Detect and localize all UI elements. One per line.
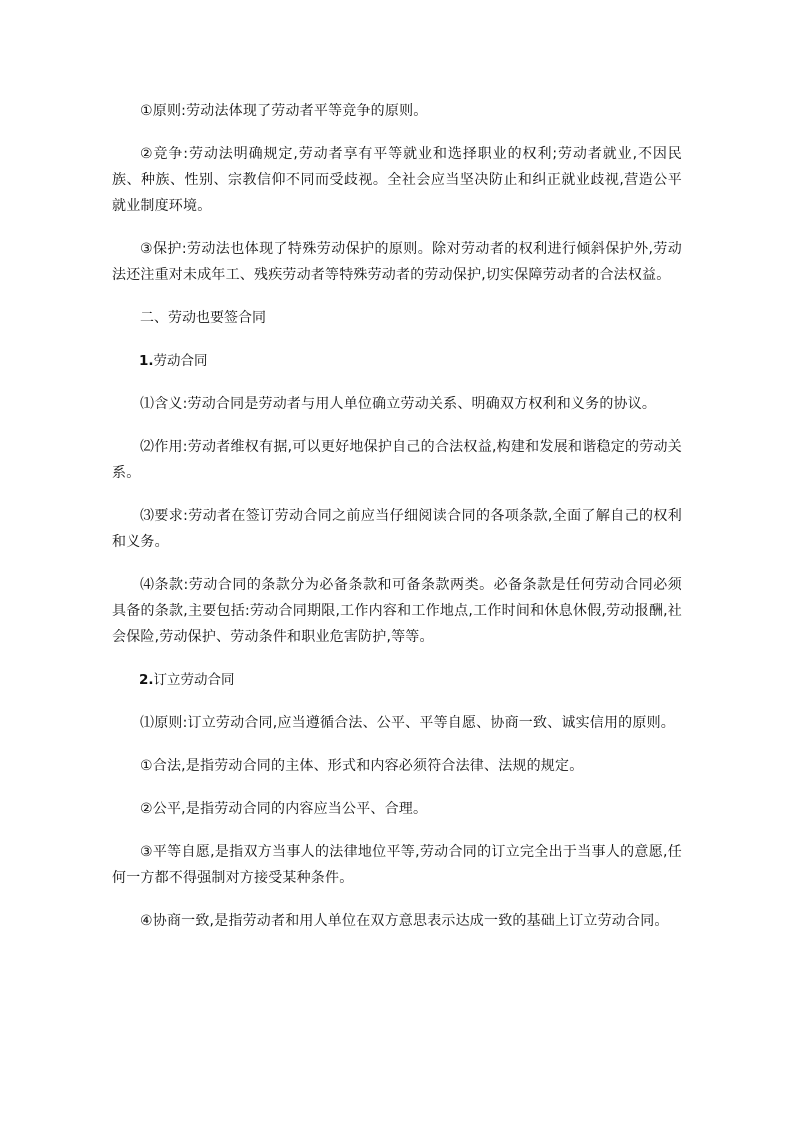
sub-heading-sign-contract bbox=[112, 667, 682, 693]
section-heading-contract: 二、劳动也要签合同 bbox=[140, 310, 266, 326]
paragraph-requirement: ⑶要求:劳动者在签订劳动合同之前应当仔细阅读合同的各项条款,全面了解自己的权利和义务。 bbox=[112, 508, 682, 550]
document-page bbox=[112, 98, 682, 951]
paragraph-function: ⑵作用:劳动者维权有据,可以更好地保护自己的合法权益,构建和发展和谐稳定的劳动关系。 bbox=[112, 439, 682, 481]
sub-heading-text: 订立劳动合同 bbox=[153, 672, 235, 688]
sub-heading-number: 2. bbox=[139, 672, 154, 688]
paragraph-competition: ②竞争:劳动法明确规定,劳动者享有平等就业和选择职业的权利;劳动者就业,不因民族、种族、性别、宗教信仰不同而受歧视。全社会应当坚决防止和纠正就业歧视,营造公平就业制度环境。 bbox=[112, 146, 682, 214]
paragraph-protection: ③保护:劳动法也体现了特殊劳动保护的原则。除对劳动者的权利进行倾斜保护外,劳动法还注重对未成年工、残疾劳动者等特殊劳动者的劳动保护,切实保障劳动者的合法权益。 bbox=[112, 241, 682, 283]
paragraph-voluntary: ③平等自愿,是指双方当事人的法律地位平等,劳动合同的订立完全出于当事人的意愿,任何一方都不得强制对方接受某种条件。 bbox=[112, 844, 682, 886]
paragraph-principle-equality: ①原则:劳动法体现了劳动者平等竞争的原则。 bbox=[140, 103, 428, 119]
sub-heading-number: 1. bbox=[139, 353, 154, 369]
sub-heading-labor-contract bbox=[112, 348, 682, 374]
paragraph-consensus: ④协商一致,是指劳动者和用人单位在双方意思表示达成一致的基础上订立劳动合同。 bbox=[140, 913, 669, 929]
paragraph-fairness: ②公平,是指劳动合同的内容应当公平、合理。 bbox=[140, 801, 428, 817]
paragraph-definition: ⑴含义:劳动合同是劳动者与用人单位确立劳动关系、明确双方权利和义务的协议。 bbox=[140, 396, 657, 412]
sub-heading-text: 劳动合同 bbox=[153, 353, 208, 369]
paragraph-signing-principles: ⑴原则:订立劳动合同,应当遵循合法、公平、平等自愿、协商一致、诚实信用的原则。 bbox=[140, 715, 675, 731]
paragraph-legality: ①合法,是指劳动合同的主体、形式和内容必须符合法律、法规的规定。 bbox=[140, 758, 584, 774]
paragraph-clauses: ⑷条款:劳动合同的条款分为必备条款和可备条款两类。必备条款是任何劳动合同必须具备的条款,主要包括:劳动合同期限,工作内容和工作地点,工作时间和休息休假,劳动报酬,社会保险,劳动保护、劳动条件和职业危害防护,等等。 bbox=[112, 577, 682, 645]
